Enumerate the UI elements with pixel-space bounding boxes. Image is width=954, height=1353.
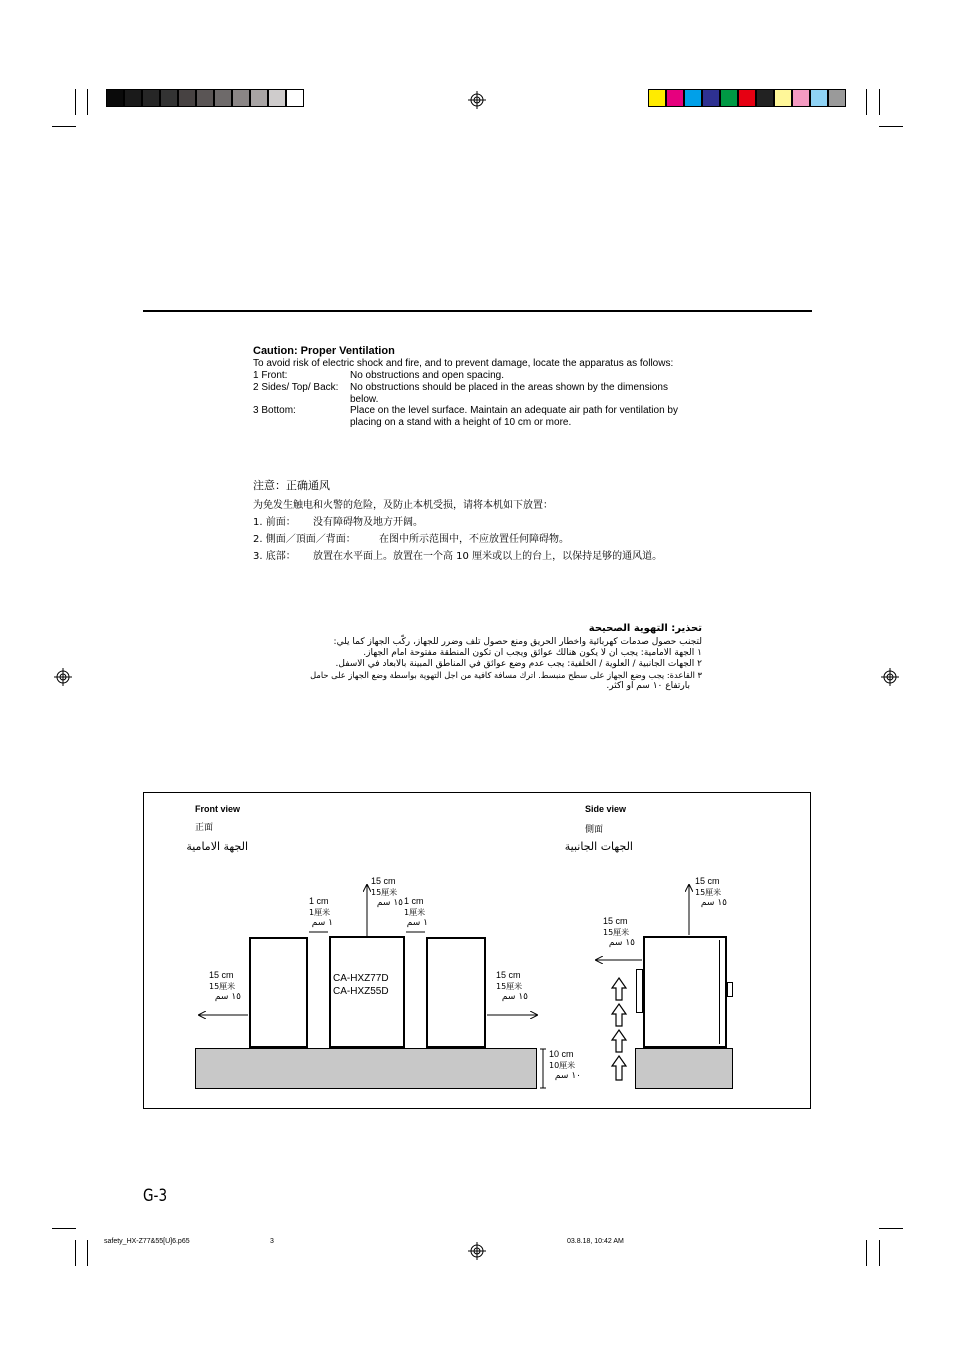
dim-zh: 10厘米 bbox=[549, 1061, 576, 1070]
arabic-line: بارتفاع ١٠ سم او اكثر. bbox=[606, 681, 690, 691]
dim-ar: ١٥ سم bbox=[376, 898, 403, 908]
front-view-label-zh: 正面 bbox=[195, 823, 214, 833]
chinese-item-text: 在图中所示范围中，不应放置任何障碍物。 bbox=[379, 534, 569, 545]
side-view-label: Side view bbox=[585, 804, 627, 814]
caution-item-label: 2 Sides/ Top/ Back: bbox=[253, 382, 339, 393]
footer-timestamp: 03.8.18, 10:42 AM bbox=[567, 1238, 624, 1245]
dim-zh: 15厘米 bbox=[209, 982, 236, 991]
dim-zh: 15厘米 bbox=[371, 888, 398, 897]
chinese-item-label: 2. 側面／頂面／背面： bbox=[253, 534, 356, 545]
dim-en: 15 cm bbox=[496, 970, 521, 980]
caution-item-label: 3 Bottom: bbox=[253, 405, 296, 416]
model-name: CA-HXZ55D bbox=[333, 986, 389, 997]
dim-en: 15 cm bbox=[695, 876, 720, 886]
arabic-line: ٣ القاعدة: يجب وضع الجهاز على سطح منبسط. اترك مسافة كافية من اجل التهوية بواسطة وضع الجهاز على حامل bbox=[310, 670, 702, 680]
caution-item-text: No obstructions should be placed in the areas shown by the dimensions below. bbox=[350, 382, 668, 405]
dim-ar: ١ سم bbox=[406, 918, 428, 928]
page-number: G-3 bbox=[143, 1186, 168, 1206]
dim-en: 1 cm bbox=[404, 896, 424, 906]
footer-file: safety_HX-Z77&55[U]6.p65 bbox=[104, 1238, 190, 1245]
caution-item-label: 1 Front: bbox=[253, 370, 288, 381]
chinese-item-label: 1. 前面： bbox=[253, 517, 296, 528]
front-view-label-ar: الجهة الامامية bbox=[186, 840, 248, 853]
dim-en: 15 cm bbox=[209, 970, 234, 980]
dim-ar: ١٠ سم bbox=[554, 1071, 581, 1081]
dim-ar: ١٥ سم bbox=[214, 992, 241, 1002]
dim-zh: 15厘米 bbox=[496, 982, 523, 991]
arabic-line: لتجنب حصول صدمات كهربائية واخطار الحريق ومنع حصول تلف وضرر للجهاز، ركّب الجهاز كما يلي: bbox=[333, 637, 702, 647]
dim-en: 1 cm bbox=[309, 896, 329, 906]
arabic-line: ١ الجهة الامامية: يجب ان لا يكون هنالك عوائق ويجب ان تكون المنطقة مفتوحة امام الجهاز. bbox=[363, 648, 702, 658]
dim-zh: 1厘米 bbox=[404, 908, 426, 917]
dim-ar: ١٥ سم bbox=[608, 938, 635, 948]
dim-en: 15 cm bbox=[371, 876, 396, 886]
dim-zh: 15厘米 bbox=[695, 888, 722, 897]
chinese-item-text: 没有障碍物及地方开阔。 bbox=[313, 517, 423, 528]
chinese-caution-title: 注意：正确通风 bbox=[253, 479, 330, 492]
front-view-label: Front view bbox=[195, 804, 241, 814]
model-name: CA-HXZ77D bbox=[333, 973, 389, 984]
caution-item-text: Place on the level surface. Maintain an adequate air path for ventilation by placing on a stand with a height of 10 cm or more. bbox=[350, 405, 678, 428]
chinese-intro: 为免发生触电和火警的危险，及防止本机受损，请将本机如下放置： bbox=[253, 500, 553, 511]
side-view-label-zh: 側面 bbox=[585, 825, 604, 835]
dim-en: 15 cm bbox=[603, 916, 628, 926]
chinese-item-text: 放置在水平面上。放置在一个高 10 厘米或以上的台上，以保持足够的通风道。 bbox=[313, 551, 663, 562]
dim-en: 10 cm bbox=[549, 1049, 574, 1059]
caution-item-text: No obstructions and open spacing. bbox=[350, 370, 504, 381]
arabic-caution-title: تحذير: التهوية الصحيحة bbox=[588, 623, 702, 634]
caution-intro: To avoid risk of electric shock and fire, and to prevent damage, locate the apparatus as follows: bbox=[253, 358, 674, 369]
airflow-up-arrow-icon bbox=[609, 976, 629, 1084]
dim-ar: ١٥ سم bbox=[501, 992, 528, 1002]
side-view-label-ar: الجهات الجانبية bbox=[564, 840, 633, 853]
dim-zh: 15厘米 bbox=[603, 928, 630, 937]
chinese-item-label: 3. 底部： bbox=[253, 551, 296, 562]
dim-ar: ١ سم bbox=[311, 918, 333, 928]
arabic-line: ٢ الجهات الجانبية / العلوية / الخلفية: يجب عدم وضع عوائق في المناطق المبينة بالابعاد في الاسفل. bbox=[335, 659, 702, 669]
dim-ar: ١٥ سم bbox=[700, 898, 727, 908]
dim-zh: 1厘米 bbox=[309, 908, 331, 917]
caution-title: Caution: Proper Ventilation bbox=[253, 345, 395, 357]
footer-page: 3 bbox=[270, 1238, 274, 1245]
